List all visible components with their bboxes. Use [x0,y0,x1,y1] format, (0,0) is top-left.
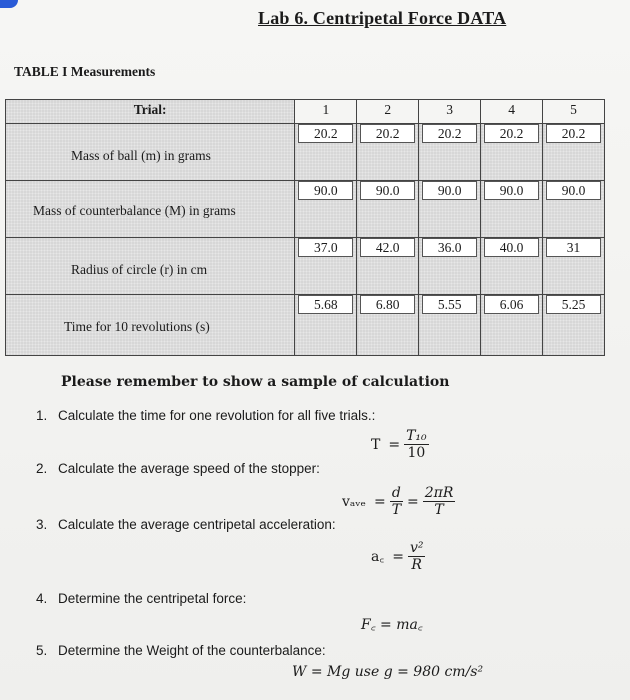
value-cell [543,181,605,238]
value-cell [357,124,419,181]
value-cell [295,181,357,238]
row-label-cell [6,124,295,181]
calculation-note: Please remember to show a sample of calculation [61,374,450,390]
value-cell [295,295,357,356]
trial-number-cell [543,100,605,124]
fraction-numerator: T₁₀ [406,428,427,444]
trial-number-cell [357,100,419,124]
measurements-table [5,99,605,356]
formula-lhs: vₐᵥₑ [342,493,366,510]
trial-number: 3 [446,102,454,117]
value-cell [543,238,605,295]
cell-value: 90.0 [484,181,539,200]
row-label-cell [6,295,295,356]
row-label: Mass of ball (m) in grams [71,148,211,163]
formula-lhs: a꜀ [371,549,385,565]
question-text: Calculate the average speed of the stopper: [58,461,320,476]
formula-speed: vₐᵥₑ = $\frac{d}{T}$ = $\frac{2\pi R}{T}$ [342,485,454,518]
formula-acceleration: a꜀ = $\frac{\text{v²}}{R}$ [371,540,424,573]
table-caption: TABLE I Measurements [14,64,156,79]
trial-number-cell [481,100,543,124]
value-cell [419,238,481,295]
formula-weight: W = Mg use g = 980 cm/s² [292,664,484,680]
cell-value: 6.80 [360,295,415,314]
question-1 [36,408,375,423]
formula-fraction [423,485,456,518]
cell-value: 5.68 [298,295,353,314]
question-3 [36,517,336,532]
question-number: 2. [36,461,48,476]
value-cell [543,295,605,356]
question-text: Determine the Weight of the counterbalance: [58,643,326,658]
cell-value: 42.0 [360,238,415,257]
trial-number: 5 [570,102,577,117]
formula-force: F꜀ = ma꜀ [361,617,423,633]
trial-number-cell [419,100,481,124]
value-cell [419,295,481,356]
row-label: Mass of counterbalance (M) in grams [33,203,236,218]
cell-value: 20.2 [422,124,477,143]
question-number: 3. [36,517,48,532]
value-cell [419,181,481,238]
value-cell [543,124,605,181]
cell-value: 90.0 [360,181,415,200]
formula-period: T = $\frac{\text{T₁₀}}{10}$ [371,428,427,461]
value-cell [419,124,481,181]
question-text: Calculate the average centripetal acceleration: [58,517,336,532]
fraction-denominator: R [411,557,422,573]
value-cell [357,238,419,295]
trial-number: 2 [384,102,392,117]
cell-value: 20.2 [360,124,415,143]
value-cell [357,295,419,356]
cell-value: 20.2 [546,124,601,143]
question-5 [36,643,326,658]
cell-value: 5.55 [422,295,477,314]
value-cell [295,238,357,295]
table-row [6,124,605,181]
question-2 [36,461,320,476]
fraction-denominator: 10 [407,445,426,461]
question-number: 5. [36,643,48,658]
row-label-cell [6,181,295,238]
trial-header-label: Trial: [133,102,167,117]
question-number: 1. [36,408,48,423]
formula-fraction [408,540,426,573]
question-4 [36,591,246,606]
table-row [6,295,605,356]
row-label: Radius of circle (r) in cm [71,262,208,277]
corner-mark [0,0,18,8]
formula-fraction [390,485,403,518]
question-text: Calculate the time for one revolution for all five trials.: [58,408,376,423]
value-cell [357,181,419,238]
cell-value: 40.0 [484,238,539,257]
question-text: Determine the centripetal force: [58,591,247,606]
value-cell [481,295,543,356]
question-number: 4. [36,591,48,606]
value-cell [481,238,543,295]
cell-value: 90.0 [422,181,477,200]
row-label-cell [6,238,295,295]
cell-value: 20.2 [484,124,539,143]
fraction-denominator: T [434,502,444,518]
cell-value: 90.0 [298,181,353,200]
cell-value: 90.0 [546,181,601,200]
cell-value: 6.06 [484,295,539,314]
cell-value: 36.0 [422,238,477,257]
value-cell [481,124,543,181]
formula-fraction [404,428,429,461]
fraction-numerator: v² [409,540,424,556]
cell-value: 5.25 [546,295,601,314]
value-cell [481,181,543,238]
trial-number: 4 [508,102,515,117]
fraction-numerator: d [390,485,403,502]
cell-value: 37.0 [298,238,353,257]
row-label: Time for 10 revolutions (s) [64,319,210,334]
trial-number-cell [295,100,357,124]
trial-header-cell [6,100,295,124]
table-row [6,238,605,295]
fraction-numerator: 2πR [424,485,454,501]
cell-value: 31 [546,238,601,257]
cell-value: 20.2 [298,124,353,143]
table-row [6,181,605,238]
page-title: Lab 6. Centripetal Force DATA [258,8,507,28]
table-header-row [6,100,605,124]
fraction-denominator: T [391,502,402,518]
formula-lhs: T [371,436,381,453]
trial-number: 1 [322,102,330,117]
value-cell [295,124,357,181]
